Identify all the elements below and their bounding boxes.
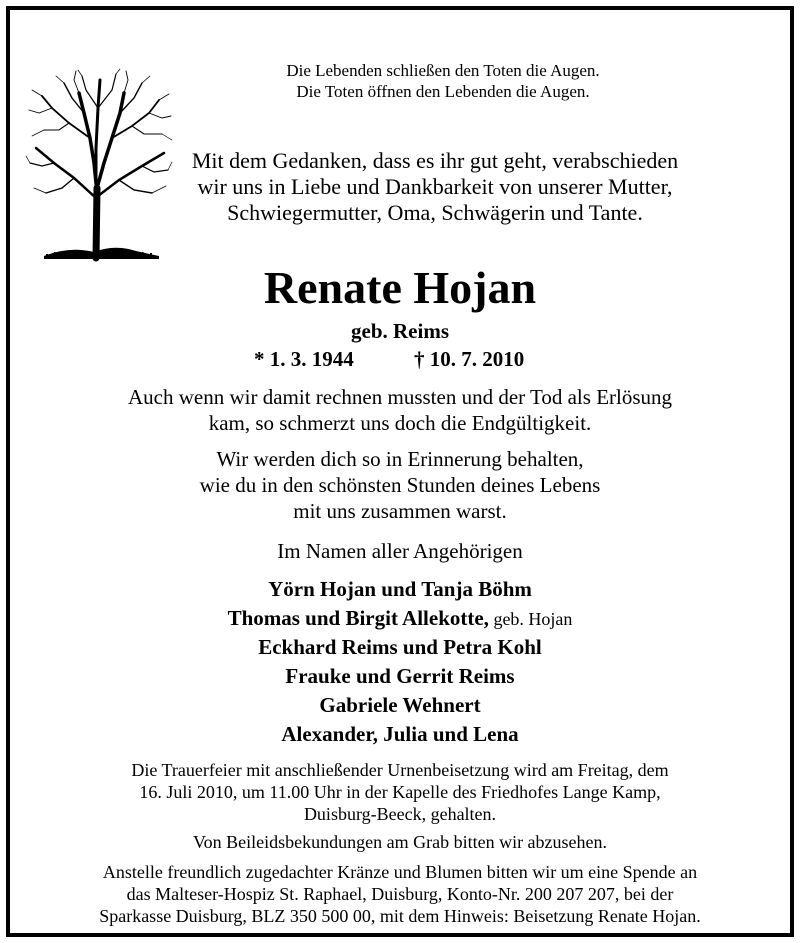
funeral-line: Duisburg-Beeck, gehalten. <box>303 804 497 824</box>
family-member <box>10 662 790 692</box>
family-name: Frauke und Gerrit Reims <box>285 664 515 688</box>
deceased-name: Renate Hojan <box>263 262 537 313</box>
family-name: Thomas und Birgit Allekotte, <box>227 606 489 630</box>
intro-line: Schwiegermutter, Oma, Schwägerin und Tante. <box>227 200 643 225</box>
funeral-line: Die Trauerfeier mit anschließender Urnenbeisetzung wird am Freitag, dem <box>131 760 669 780</box>
family-note: geb. Hojan <box>488 609 573 629</box>
death-date: † 10. 7. 2010 <box>414 347 525 371</box>
text-line: wie du in den schönsten Stunden deines Lebens <box>199 473 601 497</box>
motto-line: Die Lebenden schließen den Toten die Augen. <box>286 61 600 80</box>
text-line: kam, so schmerzt uns doch die Endgültigkeit. <box>208 411 592 435</box>
funeral-line: 16. Juli 2010, um 11.00 Uhr in der Kapelle des Friedhofes Lange Kamp, <box>139 782 661 802</box>
family-name: Gabriele Wehnert <box>319 693 481 717</box>
donation-line: Anstelle freundlich zugedachter Kränze und Blumen bitten wir um eine Spende an <box>102 862 698 882</box>
condolence-line: Von Beileidsbekundungen am Grab bitten wir abzusehen. <box>192 832 608 852</box>
family-name: Eckhard Reims und Petra Kohl <box>258 635 542 659</box>
intro-line: wir uns in Liebe und Dankbarkeit von unserer Mutter, <box>197 174 673 199</box>
family-member <box>10 604 790 634</box>
donation-line: Sparkasse Duisburg, BLZ 350 500 00, mit dem Hinweis: Beisetzung Renate Hojan. <box>99 906 701 926</box>
family-member <box>10 691 790 721</box>
family-name: Alexander, Julia und Lena <box>281 722 519 746</box>
on-behalf-line: Im Namen aller Angehörigen <box>277 539 523 563</box>
birth-date: * 1. 3. 1944 <box>254 347 354 371</box>
maiden-name: geb. Reims <box>351 319 449 343</box>
obituary-notice <box>6 6 794 937</box>
family-name: Yörn Hojan und Tanja Böhm <box>268 577 532 601</box>
life-dates <box>10 346 790 372</box>
text-line: mit uns zusammen warst. <box>293 499 507 523</box>
text-line: Wir werden dich so in Erinnerung behalten, <box>216 447 584 471</box>
intro-line: Mit dem Gedanken, dass es ihr gut geht, verabschieden <box>191 148 679 173</box>
donation-line: das Malteser-Hospiz St. Raphael, Duisburg, Konto-Nr. 200 207 207, bei der <box>126 884 674 904</box>
family-member <box>10 720 790 750</box>
text-line: Auch wenn wir damit rechnen mussten und der Tod als Erlösung <box>127 385 673 409</box>
motto-line: Die Toten öffnen den Lebenden die Augen. <box>296 82 590 101</box>
family-member <box>10 575 790 605</box>
family-member <box>10 633 790 663</box>
